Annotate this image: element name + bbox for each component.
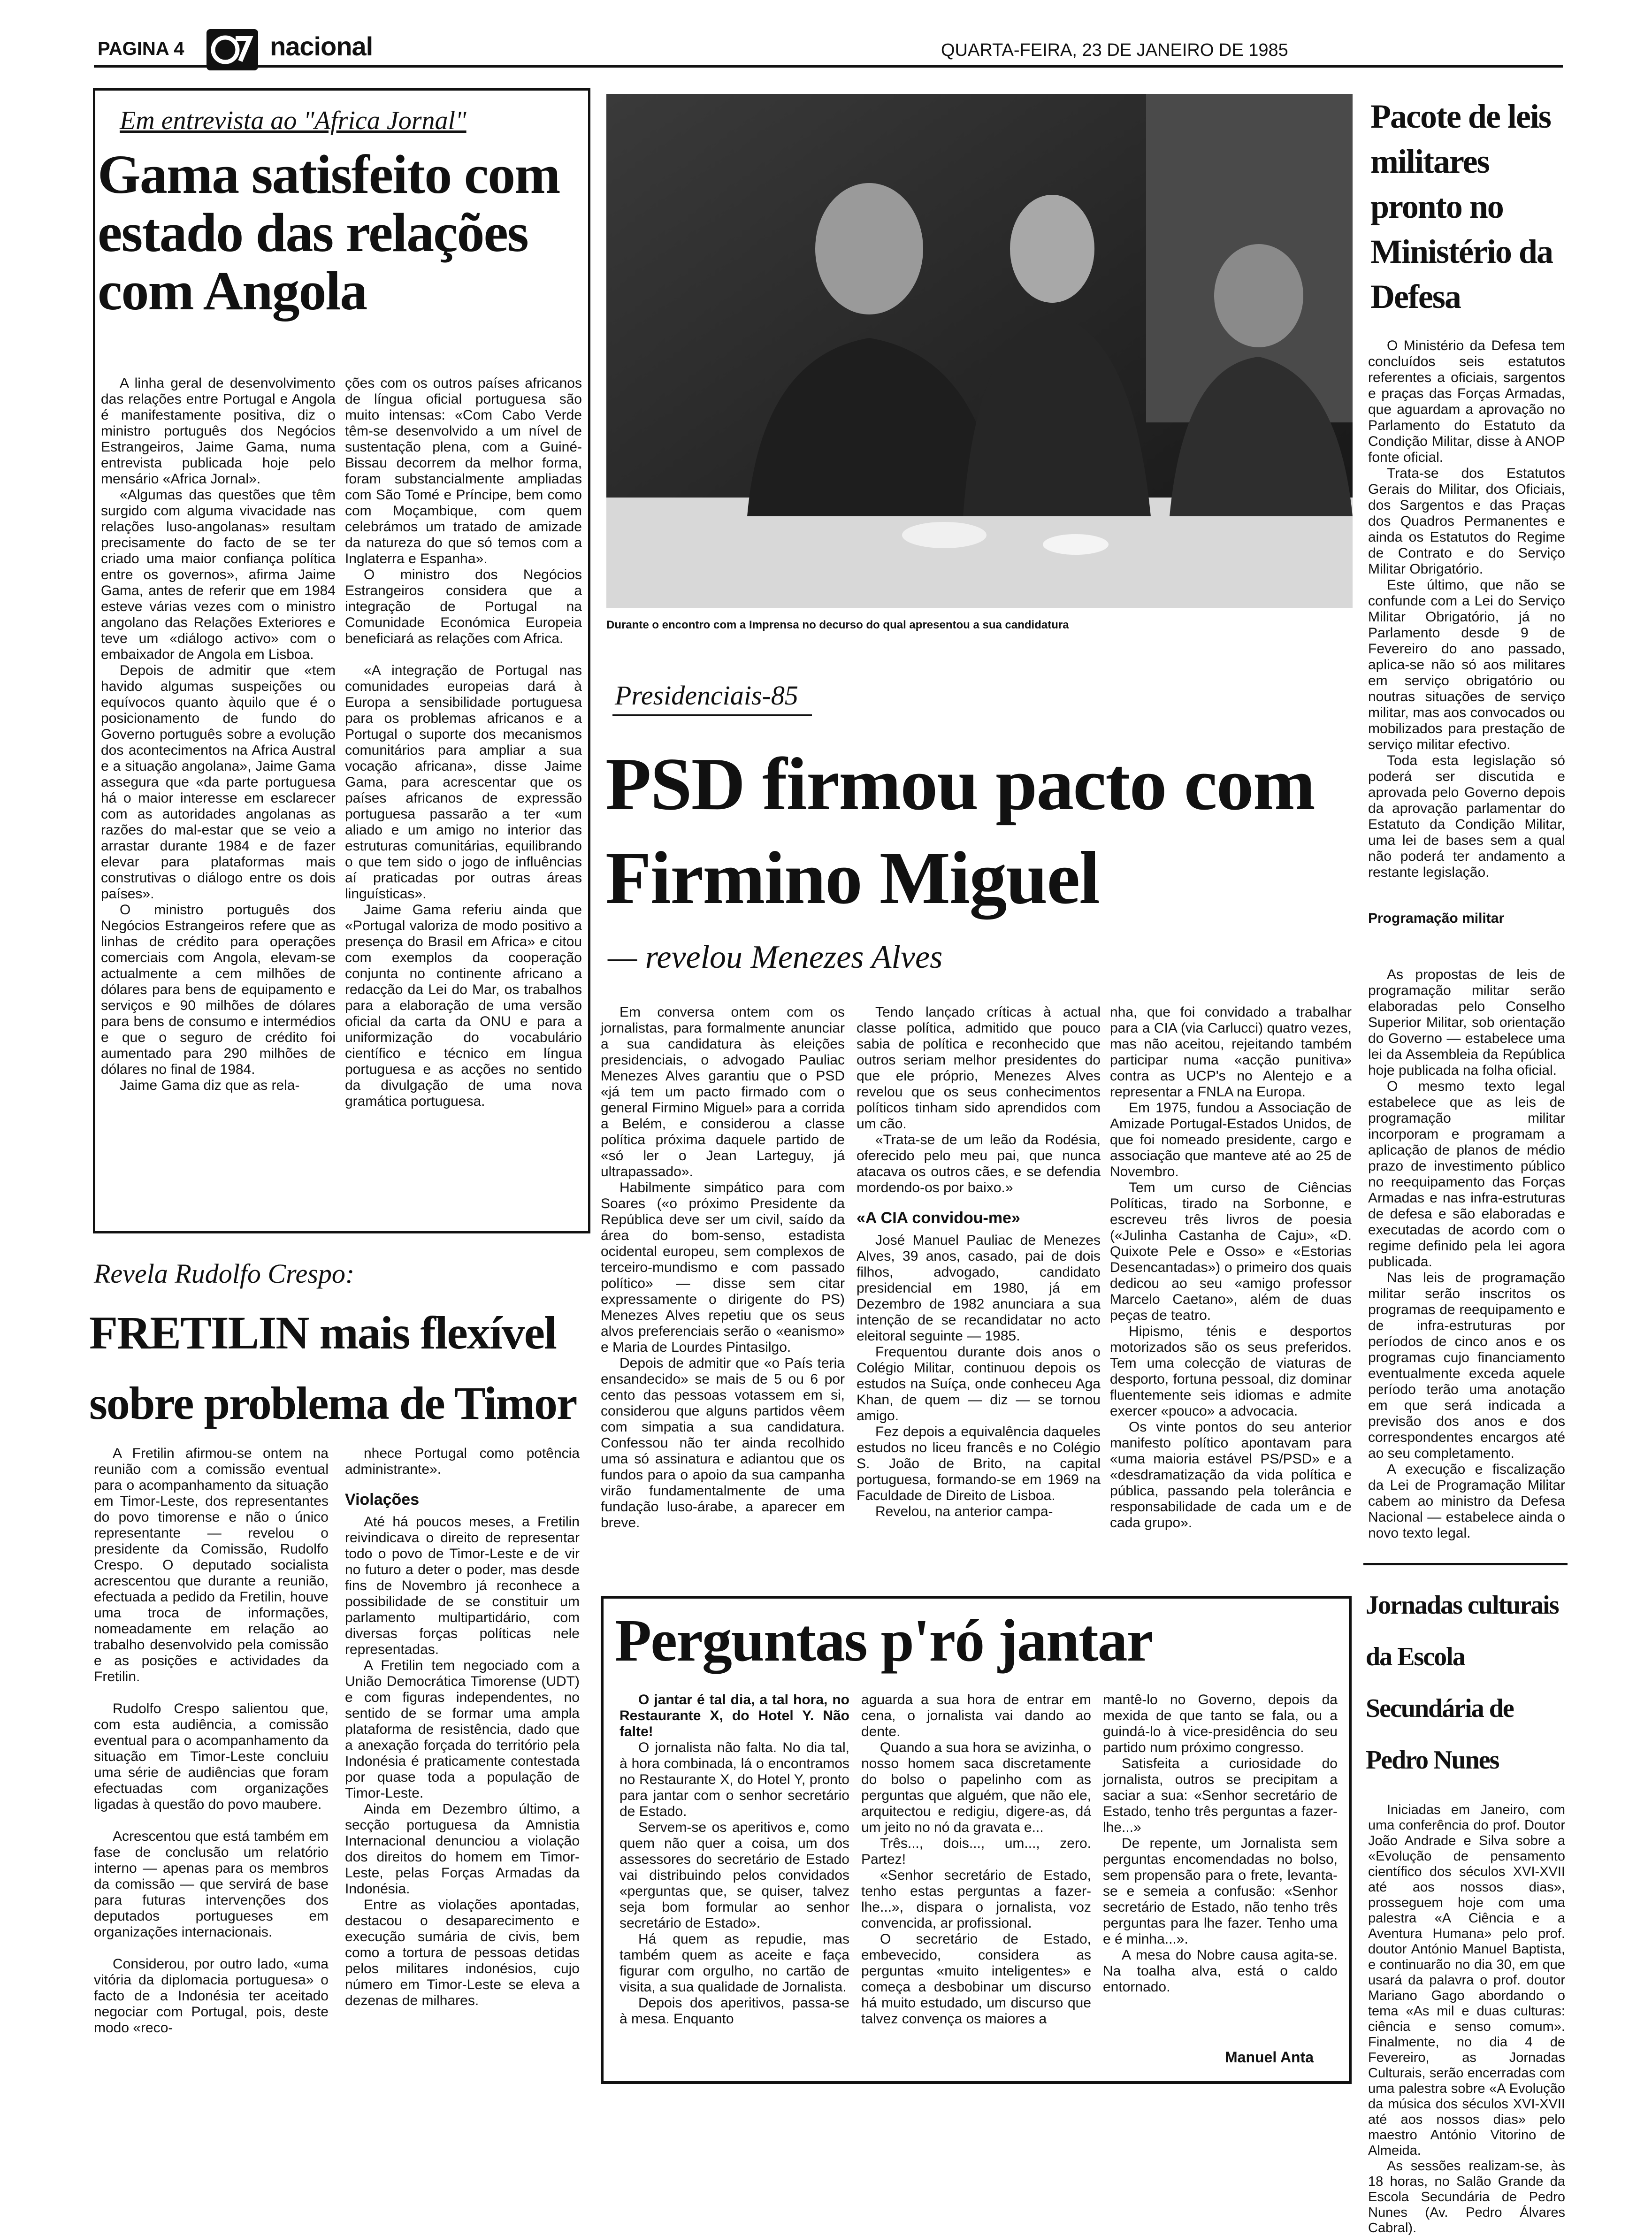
pacote-column-1 — [1368, 338, 1565, 881]
paragraph: Nas leis de programação militar serão inscritos os programas de reequipamento e de infra-estruturas por períodos de cinco anos e os programas cujo financiamento eventualmente exceda aquele período terão uma anotação em que será indicada a previsão dos anos e dos correspondentes encargos até ao seu completamento. — [1368, 1270, 1565, 1461]
paragraph: Os vinte pontos do seu anterior manifesto político apontavam para «uma maioria estável PS/PSD» e a «desdramatização da vida política e pública, passando pela tolerância e responsabilidade de cada um e de cada grupo». — [1110, 1419, 1352, 1531]
jornadas-body — [1368, 1802, 1565, 2236]
psd-kicker-rule — [612, 714, 812, 716]
paragraph: Em conversa ontem com os jornalistas, para formalmente anunciar a sua candidatura às eleições presidenciais, o advogado Pauliac Menezes Alves garantiu que o PSD «já tem um pacto firmado com o general Firmino Miguel» para a corrida a Belém, e considerou a classe política próxima daquele partido de «só ler o Jean Larteguy, já ultrapassado». — [601, 1004, 845, 1179]
paragraph: Depois de admitir que «o País teria ensandecido» se mais de 5 ou 6 por cento das pessoas votassem em si, considerou que alguns partidos vêem com simpatia a sua candidatura. Confessou não ter ainda recolhido uma só assinatura e adiantou que os fundos para o apoio da sua campanha virão fundamentalmente de uma fundação luso-árabe, a aparecer em breve. — [601, 1355, 845, 1531]
paragraph: Depois dos aperitivos, passa-se à mesa. Enquanto — [620, 1995, 849, 2027]
paragraph: O jornalista não falta. No dia tal, à hora combinada, lá o encontramos no Restaurante X, do Hotel Y, pronto para jantar com o senhor secretário de Estado. — [620, 1740, 849, 1819]
psd-headline: PSD firmou pacto com Firmino Miguel — [605, 742, 1315, 919]
paragraph: Satisfeita a curiosidade do jornalista, outros se precipitam a saciar a sua: «Senhor secretário de Estado, tenho três perguntas a fazer-lhe...» — [1103, 1756, 1338, 1835]
page-number: PAGINA 4 — [98, 38, 184, 59]
psd-column-3 — [1110, 1004, 1352, 1531]
paragraph: O secretário de Estado, embevecido, considera as perguntas «muito inteligentes» e começa a desbobinar um discurso há muito estudado, um discurso que talvez convença os maiores a — [861, 1931, 1091, 2027]
paragraph: Servem-se os aperitivos e, como quem não quer a coisa, um dos assessores do secretário de Estado vai distribuindo pelos convidados «perguntas que, se quiser, talvez seja bom formular ao senhor secretário de Estado». — [620, 1820, 849, 1931]
fretilin-column-2 — [345, 1446, 580, 2009]
paragraph: José Manuel Pauliac de Menezes Alves, 39 anos, casado, pai de dois filhos, advogado, candidato presidencial em 1980, já em Dezembro de 1982 anunciara a sua intenção de se recandidatar no acto eleitoral seguinte — 1985. — [857, 1233, 1101, 1344]
pacote-subhead: Programação militar — [1368, 911, 1505, 926]
perguntas-byline: Manuel Anta — [1225, 2049, 1314, 2066]
candidate-press-photo — [606, 94, 1353, 608]
paragraph: A Fretilin tem negociado com a União Democrática Timorense (UDT) e com figuras independentes, no sentido de se formar uma ampla plataforma de resistência, dado que a anexação forçada do território pela Indonésia é praticamente contestada por quase toda a população de Timor-Leste. — [345, 1658, 580, 1801]
paragraph: aguarda a sua hora de entrar em cena, o jornalista vai dando ao dente. — [861, 1692, 1091, 1739]
paragraph: Toda esta legislação só poderá ser discutida e aprovada pelo Governo depois da aprovação parlamentar do Estatuto da Condição Militar, uma lei de bases sem a qual não poderá ter andamento a restante legislação. — [1368, 753, 1565, 880]
paragraph: ções com os outros países africanos de língua oficial portuguesa são muito intensas: «Com Cabo Verde têm-se desenvolvido a um nível de sustentação plena, com a Guiné-Bissau decorrem da melhor forma, foram substancialmente ampliadas com São Tomé e Príncipe, bem como com Moçambique, com quem celebrámos um tratado de amizade da natureza do que só temos com a Inglaterra e Espanha». — [345, 375, 582, 567]
paragraph: nhece Portugal como potência administrante». — [345, 1446, 580, 1477]
fretilin-subhead-violacoes: Violações — [345, 1491, 420, 1509]
paragraph: O jantar é tal dia, a tal hora, no Restaurante X, do Hotel Y. Não falte! — [620, 1692, 849, 1739]
paragraph: Revelou, na anterior campa- — [875, 1504, 1053, 1519]
gama-column-2 — [345, 375, 582, 1110]
paragraph: A Fretilin afirmou-se ontem na reunião com a comissão eventual para o acompanhamento da situação em Timor-Leste, dos representantes do povo timorense e não o único representante — revelou o presidente da Comissão, Rudolfo Crespo. O deputado socialista acrescentou que durante a reunião, efectuada a pedido da Fretilin, houve uma troca de informações, nomeadamente em relação ao trabalho desenvolvido pela comissão e as posições e actividades da Fretilin. — [94, 1446, 329, 1685]
paragraph: A linha geral de desenvolvimento das relações entre Portugal e Angola é manifestamente positiva, diz o ministro português dos Negócios Estrangeiros, Jaime Gama, numa entrevista publicada hoje pelo mensário «Africa Jornal». — [101, 375, 336, 487]
perguntas-column-3 — [1103, 1692, 1338, 1995]
paragraph: Considerou, por outro lado, «uma vitória da diplomacia portuguesa» o facto de a Indonésia ter aceitado negociar com Portugal, pois, deste modo «reco- — [94, 1956, 329, 2036]
paragraph: Jaime Gama referiu ainda que «Portugal valoriza de modo positivo a presença do Brasil em Africa» e citou com exemplos da cooperação conjunta no continente africano a redacção da Lei do Mar, os trabalhos para a elaboração de uma versão oficial da carta da ONU e para a uniformização do vocabulário científico e técnico em língua portuguesa e as acções no sentido da divulgação de uma nova gramática portuguesa. — [345, 902, 582, 1109]
paragraph: A mesa do Nobre causa agita-se. Na toalha alva, está o caldo entornado. — [1103, 1947, 1338, 1995]
fretilin-column-1 — [94, 1446, 329, 2036]
section-name: nacional — [270, 31, 373, 61]
psd-subheadline: — revelou Menezes Alves — [608, 939, 943, 975]
paragraph: Habilmente simpático para com Soares («o próximo Presidente da República deve ser um civil, saído da área do bom-senso, estadista ocidental europeu, sem complexos de terceiro-mundismo e com passado político» — disse sem citar expressamente o dirigente do PS) Menezes Alves repetiu que os seus alvos preferenciais serão o «eanismo» e Maria de Lourdes Pintasilgo. — [601, 1180, 845, 1355]
paragraph: Tem um curso de Ciências Políticas, tirado na Sorbonne, e escreveu três livros de poesia («Julinha Castanha de Caju», «D. Quixote Pele e Osso» e «Estorias Desencantadas») o primeiro dos quais dedicou ao seu «amigo professor Marcelo Caetano», além de duas peças de teatro. — [1110, 1180, 1352, 1323]
paragraph: Trata-se dos Estatutos Gerais do Militar, dos Oficiais, dos Sargentos e das Praças dos Quadros Permanentes e ainda os Estatutos do Regime de Contrato e do Serviço Militar Obrigatório. — [1368, 466, 1565, 577]
paragraph: Em 1975, fundou a Associação de Amizade Portugal-Estados Unidos, de que foi nomeado presidente, cargo e associação que manteve até ao 25 de Novembro. — [1110, 1100, 1352, 1179]
paragraph: «Senhor secretário de Estado, tenho estas perguntas a fazer-lhe...», dispara o jornalista, voz convencida, ar profissional. — [861, 1868, 1091, 1931]
paragraph: Rudolfo Crespo salientou que, com esta audiência, a comissão eventual para o acompanhamento da situação em Timor-Leste concluiu uma série de audiências que foram efectuadas com organizações ligadas à questão do povo maubere. — [94, 1701, 329, 1812]
perguntas-headline: Perguntas p'ró jantar — [615, 1607, 1153, 1674]
paragraph: De repente, um Jornalista sem perguntas encomendadas no bolso, sem propensão para o frete, levanta-se e semeia a confusão: «Senhor secretário de Estado, não tenho três perguntas para lhe fazer. Tenho uma e é minha...». — [1103, 1836, 1338, 1947]
pacote-headline: Pacote de leis militares pronto no Ministério da Defesa — [1370, 98, 1553, 315]
paragraph: «A integração de Portugal nas comunidades europeias dará à Europa a sensibilidade portuguesa para os problemas africanos e a Portugal o suporte dos mecanismos comunitários para ampliar a sua vocação africana», disse Jaime Gama, para acrescentar que os países africanos de expressão portuguesa passarão a ter «um aliado e um amigo no interior das estruturas comunitárias, equilibrando o que tem sido o jogo de influências aí praticadas por outras áreas linguísticas». — [345, 663, 582, 902]
paragraph: «Algumas das questões que têm surgido com alguma vivacidade nas relações luso-angolanas» resultam precisamente do facto de se ter criado uma maior confiança política entre os governos», afirma Jaime Gama, antes de referir que em 1984 esteve várias vezes com o ministro angolano das Relações Exteriores e teve um «diálogo activo» com o embaixador de Angola em Lisboa. — [101, 487, 336, 662]
perguntas-column-1 — [620, 1692, 849, 2027]
paragraph: O ministro dos Negócios Estrangeiros considera que a integração de Portugal na Comunidade Económica Europeia beneficiará as relações com Africa. — [345, 567, 582, 646]
paragraph: «Trata-se de um leão da Rodésia, oferecido pelo meu pai, que nunca atacava os outros cães, e se defendia mordendo-os por baixo.» — [857, 1132, 1101, 1195]
paragraph: As propostas de leis de programação militar serão elaboradas pelo Conselho Superior Militar, sob orientação do Governo — estabelece uma lei da Assembleia da República hoje publicada na folha oficial. — [1368, 967, 1565, 1078]
paragraph: O Ministério da Defesa tem concluídos seis estatutos referentes a oficiais, sargentos e praças das Forças Armadas, que aguardam a aprovação no Parlamento do Estatuto da Condição Militar, disse à ANOP fonte oficial. — [1368, 338, 1565, 465]
psd-kicker: Presidenciais-85 — [615, 680, 798, 711]
paragraph: Tendo lançado críticas à actual classe política, admitido que pouco sabia de política e reconhecido que outros seriam melhor presidentes do que ele próprio, Menezes Alves revelou que os seus conhecimentos políticos tinham sido aprendidos com um cão. — [857, 1004, 1101, 1132]
paragraph: O ministro português dos Negócios Estrangeiros refere que as linhas de crédito para operações comerciais com Angola, elevam-se actualmente a cem milhões de dólares para bens de equipamento e serviços e 90 milhões de dólares para bens de consumo e intermédios e que o seguro de crédito foi aumentado para 290 milhões de dólares no final de 1984. — [101, 902, 336, 1077]
photo-caption: Durante o encontro com a Imprensa no decurso do qual apresentou a sua candidatura — [606, 619, 1069, 631]
psd-subhead-cia: «A CIA convidou-me» — [857, 1209, 1020, 1227]
paragraph: Hipismo, ténis e desportos motorizados são os seus preferidos. Tem uma colecção de viaturas de desporto, fortuna pessoal, diz dominar fluentemente seis idiomas e admite exercer «pouco» a advocacia. — [1110, 1324, 1352, 1419]
paragraph: Ainda em Dezembro último, a secção portuguesa da Amnistia Internacional denunciou a violação dos direitos do homem em Timor-Leste, pelas Forças Armadas da Indonésia. — [345, 1801, 580, 1897]
paragraph: Três..., dois..., um..., zero. Partez! — [861, 1836, 1091, 1867]
paragraph: Depois de admitir que «tem havido algumas suspeições ou equívocos quanto àquilo que é o posicionamento de fundo do Governo português sobre a evolução dos acontecimentos na Africa Austral e a situação angolana», Jaime Gama assegura que «da parte portuguesa há o maior interesse em esclarecer com as autoridades angolanas as razões do mal-estar que se veio a arrastar durante 1984 e de fazer elevar para plataformas mais construtivas o diálogo entre os dois países». — [101, 663, 336, 902]
paragraph: nha, que foi convidado a trabalhar para a CIA (via Carlucci) quatro vezes, mas não aceitou, rejeitando também participar numa «acção punitiva» contra as UCP's no Alentejo e a representar a FNLA na Europa. — [1110, 1004, 1352, 1100]
gama-headline: Gama satisfeito com estado das relações com Angola — [98, 144, 560, 322]
paragraph: Frequentou durante dois anos o Colégio Militar, continuou depois os estudos na Suíça, onde conheceu Aga Khan, de quem — diz — se tornou amigo. — [857, 1344, 1101, 1424]
header-rule — [94, 65, 1563, 68]
paragraph: As sessões realizam-se, às 18 horas, no Salão Grande da Escola Secundária de Pedro Nunes (Av. Pedro Álvares Cabral). — [1368, 2159, 1565, 2236]
jornadas-headline: Jornadas culturais da Escola Secundária de Pedro Nunes — [1366, 1591, 1559, 1775]
fretilin-headline: FRETILIN mais flexível sobre problema de Timor — [89, 1307, 577, 1429]
paragraph: Acrescentou que está também em fase de conclusão um relatório interno — apenas para os membros da comissão — que servirá de base para futuras intervenções dos deputados portugueses em organizações internacionais. — [94, 1829, 329, 1940]
paragraph: Até há poucos meses, a Fretilin reivindicava o direito de representar todo o povo de Timor-Leste e de vir no futuro a deter o poder, mas desde fins de Novembro já reconhece a possibilidade de se constituir um parlamento multipartidário, com diversas forças políticas nele representadas. — [345, 1514, 580, 1657]
jornadas-top-rule — [1363, 1563, 1568, 1565]
psd-column-2 — [857, 1004, 1101, 1520]
newspaper-logo — [206, 29, 258, 70]
paragraph: A execução e fiscalização da Lei de Programação Militar cabem ao ministro da Defesa Nacional — estabelece ainda o novo texto legal. — [1368, 1462, 1565, 1541]
fretilin-kicker: Revela Rudolfo Crespo: — [94, 1258, 355, 1289]
pacote-column-2 — [1368, 967, 1565, 1541]
paragraph: Há quem as repudie, mas também quem as aceite e faça figurar com orgulho, no cartão de visita, a sua qualidade de Jornalista. — [620, 1931, 849, 1995]
paragraph: Fez depois a equivalência daqueles estudos no liceu francês e no Colégio S. João de Brito, na capital portuguesa, formando-se em 1969 na Faculdade de Direito de Lisboa. — [857, 1424, 1101, 1503]
paragraph: O mesmo texto legal estabelece que as leis de programação militar incorporam e programam a aplicação de planos de médio prazo de investimento público no reequipamento das Forças Armadas e nas infra-estruturas de defesa e são elaboradas e executadas de acordo com o regime definido pela lei agora publicada. — [1368, 1079, 1565, 1270]
gama-kicker: Em entrevista ao "Africa Jornal" — [120, 106, 467, 135]
paragraph: Quando a sua hora se avizinha, o nosso homem saca discretamente do bolso o papelinho com as perguntas que alguém, que não ele, arquitectou e redigiu, digere-as, dá um jeito no nó da gravata e... — [861, 1740, 1091, 1835]
paragraph: mantê-lo no Governo, depois da mexida de que tanto se fala, ou a guindá-lo à vice-presidência do seu partido num próximo congresso. — [1103, 1692, 1338, 1755]
page-date: QUARTA-FEIRA, 23 DE JANEIRO DE 1985 — [941, 40, 1288, 60]
perguntas-column-2 — [861, 1692, 1091, 2027]
paragraph: Este último, que não se confunde com a Lei do Serviço Militar Obrigatório, já no Parlamento desde 9 de Fevereiro do ano passado, aplica-se não só aos militares em serviço obrigatório ou noutras situações de serviço militar, mas aos convocados ou mobilizados para prestação de serviço militar efectivo. — [1368, 577, 1565, 752]
psd-column-1 — [601, 1004, 845, 1531]
paragraph: Entre as violações apontadas, destacou o desaparecimento e execução sumária de civis, bem como a tortura de pessoas detidas pelos militares indonésios, cujo número em Timor-Leste se eleva a dezenas de milhares. — [345, 1897, 580, 2008]
paragraph: Jaime Gama diz que as rela- — [120, 1078, 300, 1093]
gama-column-1 — [101, 375, 336, 1094]
paragraph: Iniciadas em Janeiro, com uma conferência do prof. Doutor João Andrade e Silva sobre a «Evolução de pensamento científico dos séculos XVI-XVII até aos nossos dias», prosseguem hoje com uma palestra «A Ciência e a Aventura Humana» pelo prof. doutor António Manuel Baptista, e continuarão no dia 30, em que usará da palavra o prof. doutor Mariano Gago abordando o tema «As mil e duas culturas: ciência e senso comum». Finalmente, no dia 4 de Fevereiro, as Jornadas Culturais, serão encerradas com uma palestra sobre «A Evolução da música dos séculos XVI-XVII até aos nossos dias» pelo maestro António Vitorino de Almeida. — [1368, 1802, 1565, 2158]
